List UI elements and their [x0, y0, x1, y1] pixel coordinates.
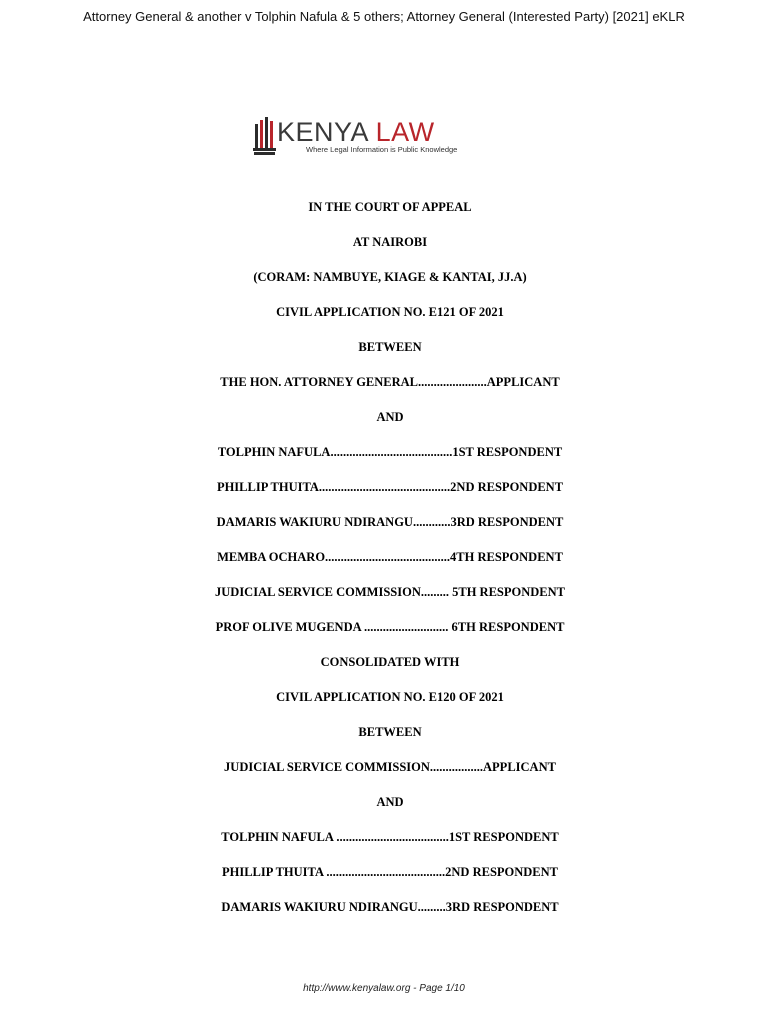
party-applicant: THE HON. ATTORNEY GENERAL......................APPLICANT — [220, 375, 560, 389]
logo-tagline: Where Legal Information is Public Knowledge — [306, 145, 458, 154]
logo-wordmark — [277, 116, 435, 148]
application-number-2: CIVIL APPLICATION NO. E120 OF 2021 — [276, 690, 504, 704]
party-respondent-1: TOLPHIN NAFULA.......................................1ST RESPONDENT — [217, 445, 563, 459]
party-respondent-4: MEMBA OCHARO........................................4TH RESPONDENT — [217, 550, 563, 564]
court-name: IN THE COURT OF APPEAL — [308, 200, 472, 214]
between-label: BETWEEN — [358, 340, 422, 354]
party-respondent-3: DAMARIS WAKIURU NDIRANGU............3RD RESPONDENT — [216, 515, 564, 529]
party-respondent-5: JUDICIAL SERVICE COMMISSION......... 5TH RESPONDENT — [215, 585, 565, 599]
consolidated-with-label: CONSOLIDATED WITH — [320, 655, 460, 669]
court-location: AT NAIROBI — [352, 235, 428, 249]
kenya-law-pillars-icon — [253, 116, 277, 156]
logo-word-law: LAW — [375, 117, 435, 147]
logo-word-kenya: KENYA — [277, 117, 368, 147]
between-label-2: BETWEEN — [358, 725, 422, 739]
party-respondent-2-b: PHILLIP THUITA ......................................2ND RESPONDENT — [221, 865, 559, 879]
party-respondent-3-b: DAMARIS WAKIURU NDIRANGU.........3RD RESPONDENT — [221, 900, 559, 914]
application-number: CIVIL APPLICATION NO. E121 OF 2021 — [276, 305, 504, 319]
document-body — [0, 198, 768, 933]
and-label: AND — [376, 410, 404, 424]
party-applicant-2: JUDICIAL SERVICE COMMISSION.................APPLICANT — [224, 760, 556, 774]
coram: (CORAM: NAMBUYE, KIAGE & KANTAI, JJ.A) — [253, 270, 527, 284]
and-label-2: AND — [376, 795, 404, 809]
party-respondent-1-b: TOLPHIN NAFULA ....................................1ST RESPONDENT — [221, 830, 559, 844]
party-respondent-6: PROF OLIVE MUGENDA ........................... 6TH RESPONDENT — [215, 620, 565, 634]
kenya-law-logo — [253, 116, 468, 158]
party-respondent-2: PHILLIP THUITA..........................................2ND RESPONDENT — [216, 480, 564, 494]
running-header: Attorney General & another v Tolphin Nafula & 5 others; Attorney General (Interested Party) [2021] eKLR — [83, 9, 685, 24]
page-footer: http://www.kenyalaw.org - Page 1/10 — [303, 983, 465, 994]
